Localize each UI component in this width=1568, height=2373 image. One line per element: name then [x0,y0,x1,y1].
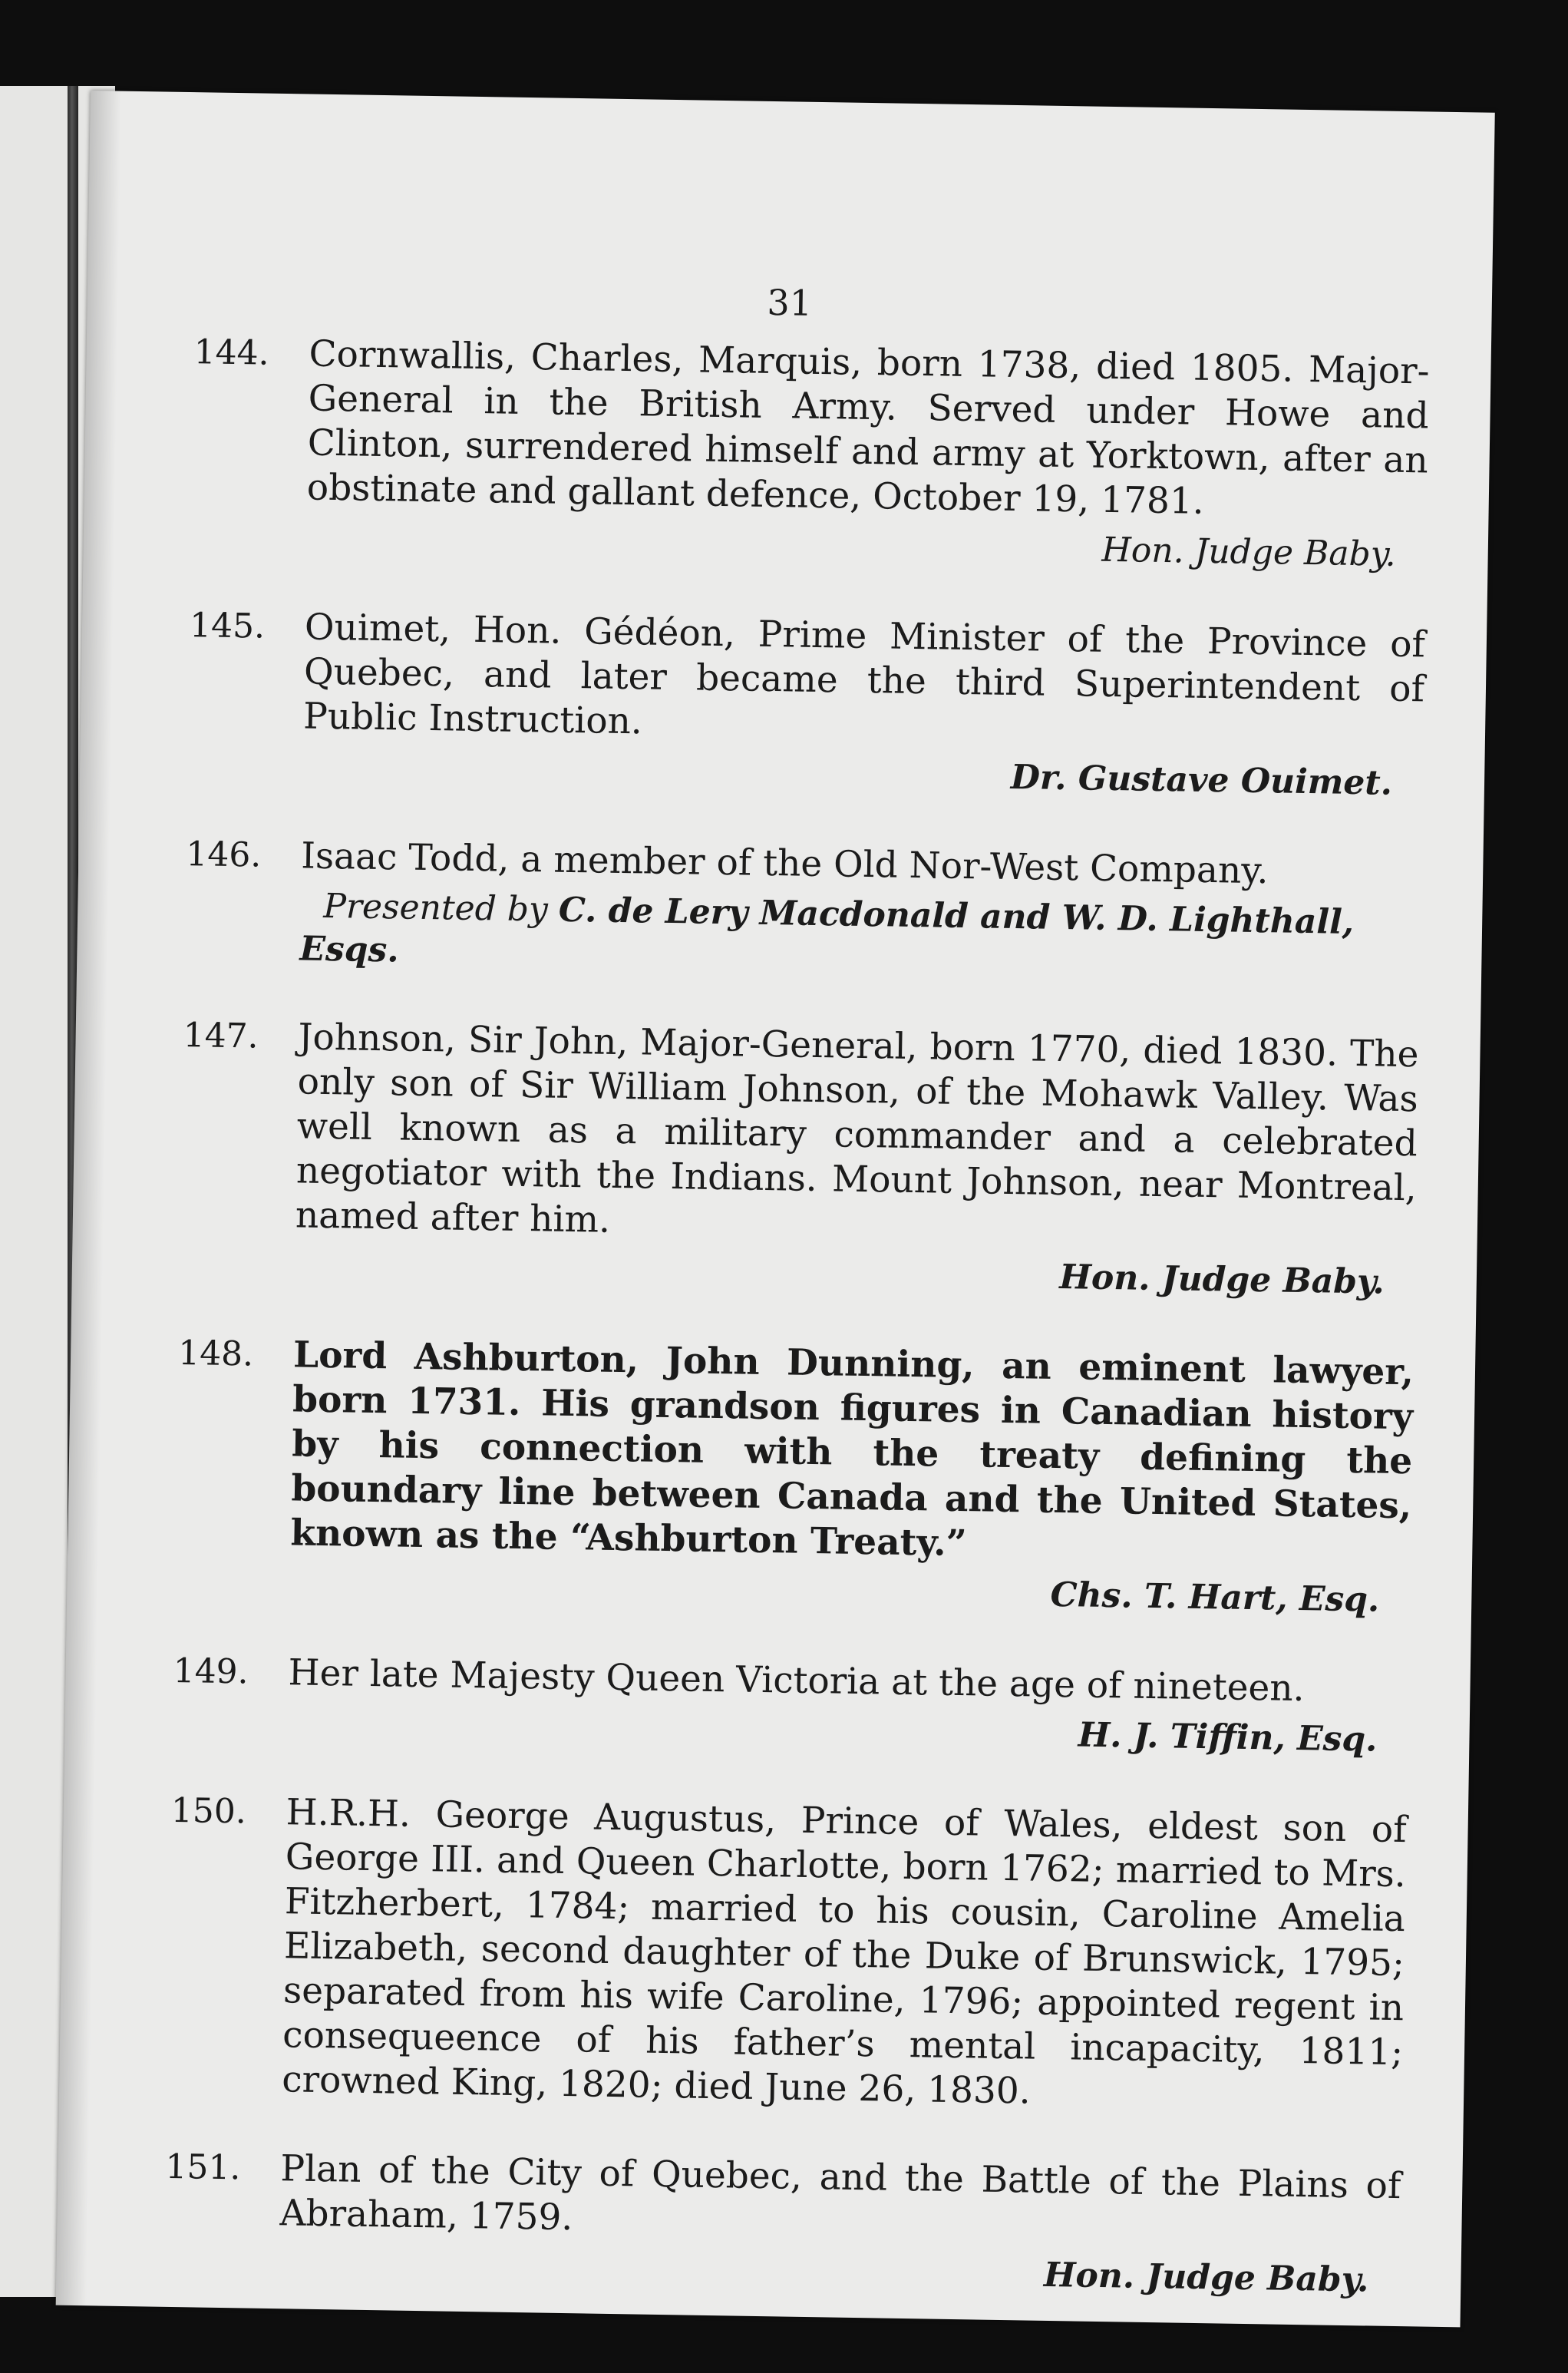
catalogue-entry [165,2147,1401,2304]
entry-donor: Hon. Judge Baby. [1101,530,1397,574]
entry-number: 144. [193,332,270,373]
catalogue-entry [185,834,1422,988]
catalogue-entry [170,1790,1408,2120]
presented-prefix: Presented by [322,886,549,930]
entry-description: Cornwallis, Charles, Marquis, born 1738, died 1805. Major-General in the British Army. Served under Howe and Clinton, surrendered himself and army at Yorktown, after an obstinate and gallant defence, October 19, 1781. [306,332,1430,523]
entry-number: 148. [177,1333,254,1374]
catalogue-entry [177,1333,1415,1624]
entry-number: 147. [183,1016,259,1056]
entry-description: Ouimet, Hon. Gédéon, Prime Minister of the Province of Quebec, and later became the third Superintendent of Public Instruction. [302,606,1426,743]
catalogue-entry [173,1651,1409,1763]
entry-number: 146. [185,835,262,875]
catalogue-entries [165,332,1430,2349]
entry-description: H.R.H. George Augustus, Prince of Wales, eldest son of George III. and Queen Charlotte, born 1762; married to Mrs. Fitzherbert, 1784; married to his cousin, Caroline Amelia Elizabeth, second daughter of the Duke of Brunswick, 1795; separated from his wife Caroline, 1796; appointed regent in consequeence of his father’s mental incapacity, 1811; crowned King, 1820; died June 26, 1830. [281,1791,1408,2113]
catalogue-entry [189,605,1426,807]
catalogue-entry [183,1015,1419,1306]
entry-description: Plan of the City of Quebec, and the Battle of the Plains of Abraham, 1759. [279,2147,1401,2239]
entry-description: Isaac Todd, a member of the Old Nor-West Company. [300,835,1269,893]
document-page [56,91,1495,2327]
entry-donor: Hon. Judge Baby. [1058,1258,1385,1302]
entry-number: 151. [165,2147,241,2188]
entry-donor: Dr. Gustave Ouimet. [1010,757,1393,803]
entry-description: Johnson, Sir John, Major-General, born 1770, died 1830. The only son of Sir William Johnson, of the Mohawk Valley. Was well known as a military commander and a celebrated negotiator with the Indians. Mount Johnson, near Montreal, named after him. [295,1016,1419,1241]
entry-donor: Hon. Judge Baby. [1043,2255,1369,2300]
entry-number: 145. [189,606,266,646]
entry-number: 149. [173,1651,249,1692]
entry-number: 150. [170,1790,247,1832]
presented-names: C. de Lery Macdonald and W. D. Lighthall, Esqs. [299,890,1355,970]
entry-donor: H. J. Tiffin, Esq. [1078,1715,1378,1760]
entry-description: Her late Majesty Queen Victoria at the age of nineteen. [288,1651,1305,1710]
page-number: 31 [767,281,813,324]
catalogue-entry [193,332,1430,579]
entry-presented-by [299,884,1421,988]
entry-description: Lord Ashburton, John Dunning, an eminent lawyer, born 1731. His grandson figures in Canadian history by his connection with the treaty defining the boundary line between Canada and the United States, known as the “Ashburton Treaty.” [290,1334,1415,1565]
entry-donor: Chs. T. Hart, Esq. [1050,1575,1380,1620]
